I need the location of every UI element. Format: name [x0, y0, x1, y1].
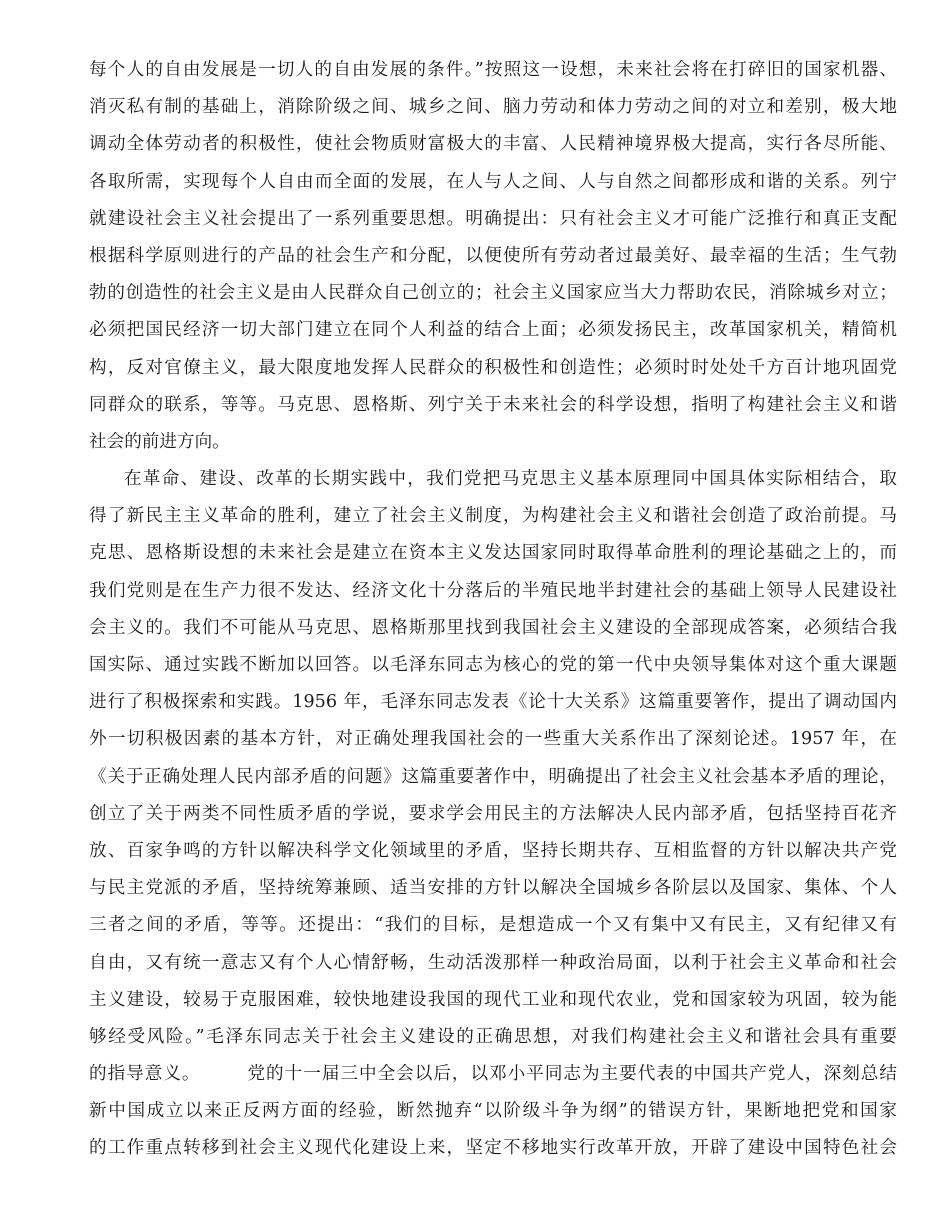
text-line: 必须把国民经济一切大部门建立在同个人利益的结合上面；必须发扬民主，改革国家机关，精简机 — [89, 320, 897, 341]
text-line: 《关于正确处理人民内部矛盾的问题》这篇重要著作中，明确提出了社会主义社会基本矛盾的理论， — [89, 766, 897, 787]
text-line: 同群众的联系，等等。马克思、恩格斯、列宁关于未来社会的科学设想，指明了构建社会主义和谐 — [89, 394, 897, 415]
text-line: 新中国成立以来正反两方面的经验，断然抛弃“以阶级斗争为纲”的错误方针，果断地把党和国家 — [89, 1101, 897, 1122]
text-line: 各取所需，实现每个人自由而全面的发展，在人与人之间、人与自然之间都形成和谐的关系。列宁 — [89, 171, 897, 192]
text-line: 勃的创造性的社会主义是由人民群众自己创立的；社会主义国家应当大力帮助农民，消除城乡对立； — [89, 283, 897, 304]
text-line: 会主义的。我们不可能从马克思、恩格斯那里找到我国社会主义建设的全部现成答案，必须结合我 — [89, 617, 897, 638]
text-line: 与民主党派的矛盾，坚持统筹兼顾、适当安排的方针以解决全国城乡各阶层以及国家、集体、个人 — [89, 878, 897, 899]
text-line: 自由，又有统一意志又有个人心情舒畅，生动活泼那样一种政治局面，以利于社会主义革命和社会 — [89, 952, 897, 973]
text-line: 得了新民主主义革命的胜利，建立了社会主义制度，为构建社会主义和谐社会创造了政治前提。马 — [89, 506, 897, 527]
text-line: 放、百家争鸣的方针以解决科学文化领域里的矛盾，坚持长期共存、互相监督的方针以解决共产党 — [89, 840, 897, 861]
text-line: 创立了关于两类不同性质矛盾的学说，要求学会用民主的方法解决人民内部矛盾，包括坚持百花齐 — [89, 803, 897, 824]
text-line: 主义建设，较易于克服困难，较快地建设我国的现代工业和现代农业，党和国家较为巩固，较为能 — [89, 989, 897, 1010]
text-line: 根据科学原则进行的产品的社会生产和分配，以便使所有劳动者过最美好、最幸福的生活；生气勃 — [89, 245, 897, 266]
text-line: 调动全体劳动者的积极性，使社会物质财富极大的丰富、人民精神境界极大提高，实行各尽所能、 — [89, 134, 897, 155]
text-line: 国实际、通过实践不断加以回答。以毛泽东同志为核心的党的第一代中央领导集体对这个重大课题 — [89, 655, 897, 675]
text-line: 够经受风险。”毛泽东同志关于社会主义建设的正确思想，对我们构建社会主义和谐社会具有重要 — [89, 1026, 897, 1047]
paragraph-start-line: 在革命、建设、改革的长期实践中，我们党把马克思主义基本原理同中国具体实际相结合，取 — [124, 469, 897, 490]
body-text — [89, 52, 897, 1168]
text-line: 消灭私有制的基础上，消除阶级之间、城乡之间、脑力劳动和体力劳动之间的对立和差别，极大地 — [89, 97, 897, 118]
text-line: 就建设社会主义社会提出了一系列重要思想。明确提出：只有社会主义才可能广泛推行和真正支配 — [89, 208, 897, 229]
paragraph-end-line: 社会的前进方向。 — [89, 431, 230, 452]
text-line: 外一切积极因素的基本方针，对正确处理我国社会的一些重大关系作出了深刻论述。1957 年，在 — [89, 729, 897, 750]
text-line: 的指导意义。 党的十一届三中全会以后，以邓小平同志为主要代表的中国共产党人，深刻总结 — [89, 1064, 897, 1085]
text-line: 的工作重点转移到社会主义现代化建设上来，坚定不移地实行改革开放，开辟了建设中国特色社会 — [89, 1138, 897, 1159]
text-line: 进行了积极探索和实践。1956 年，毛泽东同志发表《论十大关系》这篇重要箸作，提出了调动国内 — [89, 692, 897, 713]
text-line: 克思、恩格斯设想的未来社会是建立在资本主义发达国家同时取得革命胜利的理论基础之上的，而 — [89, 543, 897, 564]
text-line: 三者之间的矛盾，等等。还提出：“我们的目标，是想造成一个又有集中又有民主，又有纪律又有 — [89, 915, 897, 936]
text-line: 每个人的自由发展是一切人的自由发展的条件。”按照这一设想，未来社会将在打碎旧的国家机器、 — [89, 60, 897, 80]
text-line: 我们党则是在生产力很不发达、经济文化十分落后的半殖民地半封建社会的基础上领导人民建设社 — [89, 580, 897, 601]
text-line: 构，反对官僚主义，最大限度地发挥人民群众的积极性和创造性；必须时时处处千方百计地巩固党 — [89, 357, 897, 378]
